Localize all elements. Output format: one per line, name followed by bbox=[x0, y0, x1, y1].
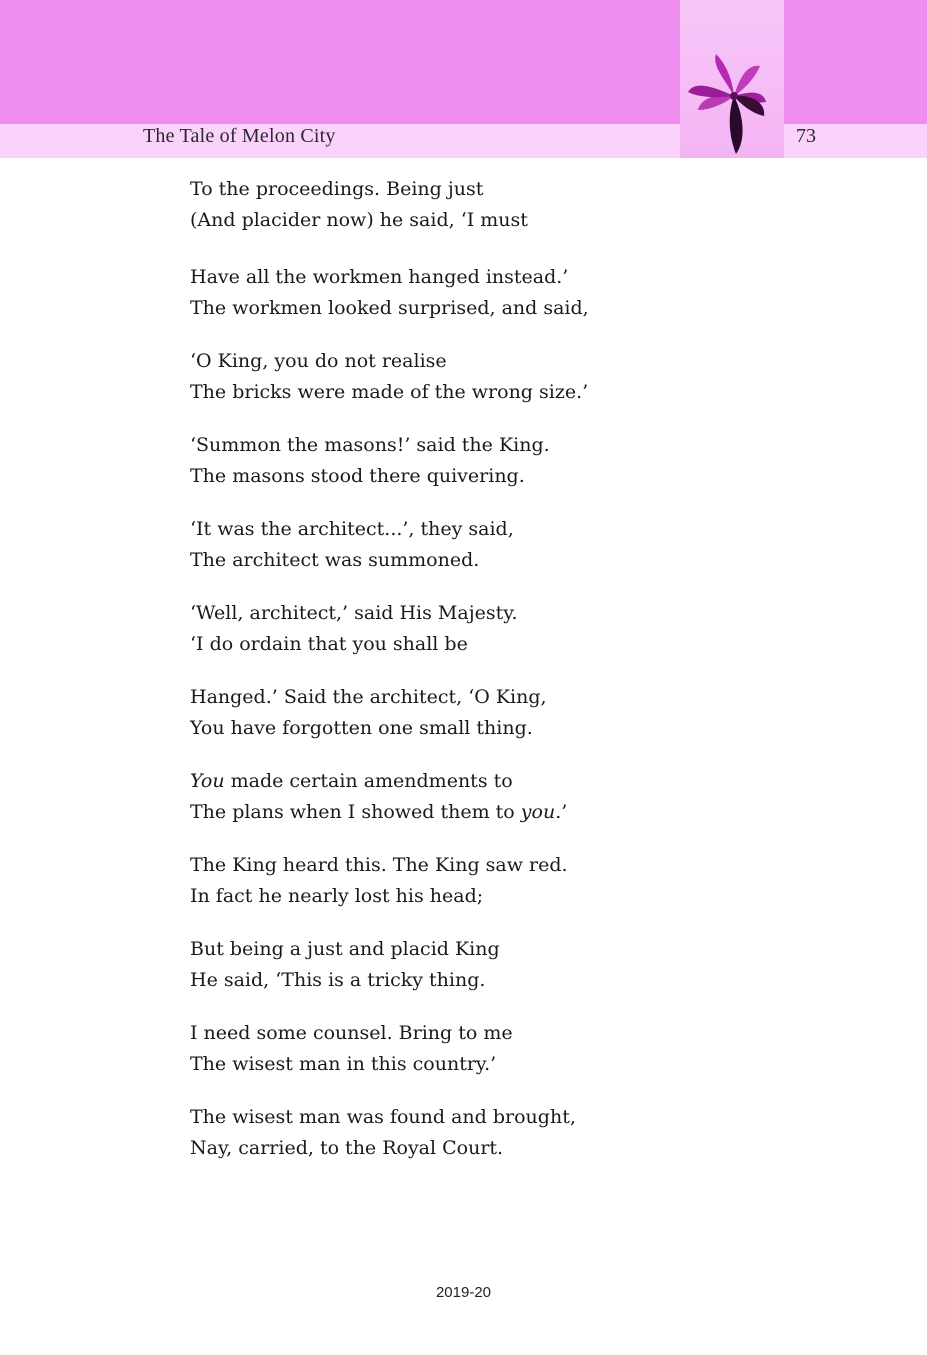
flower-panel bbox=[680, 0, 784, 158]
emphasis-you: you bbox=[520, 801, 556, 823]
stanza bbox=[190, 598, 830, 660]
stanza bbox=[190, 934, 830, 996]
stanza bbox=[190, 174, 830, 236]
line-post: .’ bbox=[555, 801, 568, 823]
poem-line: ‘Summon the masons!’ said the King. bbox=[190, 434, 550, 456]
stanza bbox=[190, 514, 830, 576]
poem-line: Hanged.’ Said the architect, ‘O King, bbox=[190, 686, 547, 708]
poem-line: But being a just and placid King bbox=[190, 938, 500, 960]
poem-line bbox=[190, 797, 830, 828]
stanza bbox=[190, 346, 830, 408]
poem-line: Nay, carried, to the Royal Court. bbox=[190, 1137, 504, 1159]
line-pre: The plans when I showed them to bbox=[190, 801, 521, 823]
poem-line: ‘O King, you do not realise bbox=[190, 350, 447, 372]
poem-line: Have all the workmen hanged instead.’ bbox=[190, 266, 569, 288]
poem-line: The masons stood there quivering. bbox=[190, 465, 525, 487]
poem-line: The bricks were made of the wrong size.’ bbox=[190, 381, 589, 403]
stanza bbox=[190, 430, 830, 492]
stanza bbox=[190, 850, 830, 912]
stanza bbox=[190, 1102, 830, 1164]
poem-line: He said, ‘This is a tricky thing. bbox=[190, 969, 486, 991]
header-title-strip bbox=[0, 124, 927, 158]
poem-line: The architect was summoned. bbox=[190, 549, 480, 571]
poem-line: The wisest man in this country.’ bbox=[190, 1053, 497, 1075]
poem-line: ‘Well, architect,’ said His Majesty. bbox=[190, 602, 518, 624]
poem-line: ‘I do ordain that you shall be bbox=[190, 633, 468, 655]
stanza bbox=[190, 766, 830, 828]
poem-line bbox=[190, 766, 830, 797]
poem-line: ‘It was the architect...’, they said, bbox=[190, 518, 514, 540]
stanza bbox=[190, 682, 830, 744]
poem-body bbox=[190, 174, 830, 1164]
poem-line: The wisest man was found and brought, bbox=[190, 1106, 576, 1128]
footer-year: 2019-20 bbox=[435, 1284, 492, 1301]
poem-line: (And placider now) he said, ‘I must bbox=[190, 209, 528, 231]
poem-line: You have forgotten one small thing. bbox=[190, 717, 533, 739]
page-number: 73 bbox=[796, 125, 816, 147]
flower-decoration-icon bbox=[680, 0, 784, 158]
running-title: The Tale of Melon City bbox=[143, 125, 336, 147]
stanza bbox=[190, 1018, 830, 1080]
poem-line: To the proceedings. Being just bbox=[190, 178, 484, 200]
poem-line: I need some counsel. Bring to me bbox=[190, 1022, 513, 1044]
poem-line: The workmen looked surprised, and said, bbox=[190, 297, 589, 319]
emphasis-you: You bbox=[190, 770, 225, 792]
header-band bbox=[0, 0, 927, 124]
poem-line: The King heard this. The King saw red. bbox=[190, 854, 568, 876]
stanza bbox=[190, 262, 830, 324]
line-rest: made certain amendments to bbox=[224, 770, 513, 792]
poem-line: In fact he nearly lost his head; bbox=[190, 885, 484, 907]
